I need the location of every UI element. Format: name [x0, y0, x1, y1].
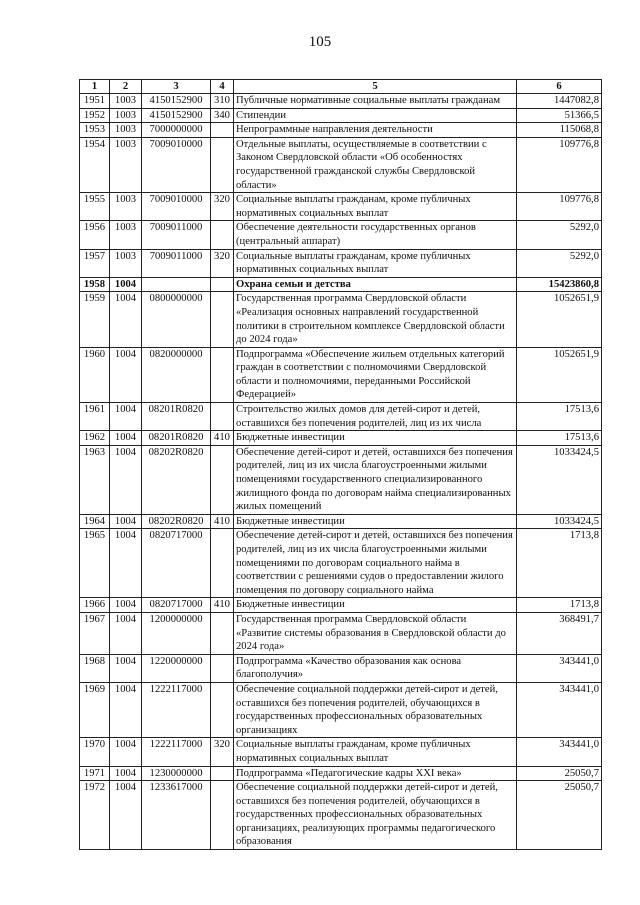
name-cell: Публичные нормативные социальные выплаты гражданам [234, 94, 517, 109]
row-number-cell: 1964 [80, 514, 110, 529]
name-cell: Отдельные выплаты, осуществляемые в соответствии с Законом Свердловской области «Об особенностях государственной гражданской службы Свердловской области» [234, 137, 517, 192]
expense-type-cell [211, 529, 234, 598]
name-cell: Социальные выплаты гражданам, кроме публичных нормативных социальных выплат [234, 738, 517, 766]
expense-type-cell: 320 [211, 738, 234, 766]
name-cell: Подпрограмма «Обеспечение жильем отдельных категорий граждан в соответствии с полномочиями Свердловской области и полномочиями, переданными Российской Федерацией» [234, 347, 517, 402]
name-cell: Подпрограмма «Педагогические кадры XXI века» [234, 766, 517, 781]
section-code-cell: 1003 [110, 123, 142, 138]
amount-cell: 17513,6 [517, 403, 602, 431]
row-number-cell: 1963 [80, 445, 110, 514]
row-number-cell: 1957 [80, 249, 110, 277]
amount-cell: 1052651,9 [517, 347, 602, 402]
row-number-cell: 1960 [80, 347, 110, 402]
target-article-cell: 1233617000 [142, 781, 211, 850]
row-number-cell: 1953 [80, 123, 110, 138]
table-row [80, 514, 602, 529]
target-article-cell: 08202R0820 [142, 445, 211, 514]
target-article-cell: 4150152900 [142, 108, 211, 123]
name-cell: Подпрограмма «Качество образования как основа благополучия» [234, 654, 517, 682]
section-code-cell: 1004 [110, 445, 142, 514]
expense-type-cell [211, 781, 234, 850]
target-article-cell: 0820717000 [142, 529, 211, 598]
row-number-cell: 1955 [80, 193, 110, 221]
expense-type-cell: 410 [211, 514, 234, 529]
target-article-cell [142, 277, 211, 292]
expense-type-cell [211, 654, 234, 682]
amount-cell: 1052651,9 [517, 292, 602, 347]
column-header: 6 [517, 80, 602, 94]
row-number-cell: 1969 [80, 682, 110, 737]
section-code-cell: 1004 [110, 292, 142, 347]
amount-cell: 51366,5 [517, 108, 602, 123]
section-code-cell: 1004 [110, 347, 142, 402]
target-article-cell: 08201R0820 [142, 431, 211, 446]
row-number-cell: 1958 [80, 277, 110, 292]
table-row [80, 431, 602, 446]
expense-type-cell [211, 123, 234, 138]
expense-type-cell [211, 347, 234, 402]
name-cell: Обеспечение детей-сирот и детей, оставшихся без попечения родителей, лиц из их числа благоустроенными жилыми помещениями по договорам социального найма в соответствии с решениями судов о предоставлении жилого помещения по договору социального найма [234, 529, 517, 598]
amount-cell: 343441,0 [517, 654, 602, 682]
section-code-cell: 1004 [110, 612, 142, 654]
table-row [80, 654, 602, 682]
table-row [80, 249, 602, 277]
section-code-cell: 1004 [110, 682, 142, 737]
row-number-cell: 1956 [80, 221, 110, 249]
expense-type-cell [211, 277, 234, 292]
name-cell: Обеспечение социальной поддержки детей-сирот и детей, оставшихся без попечения родителей, обучающихся в государственных профессиональных образовательных организациях, реализующих программы педагогического образования [234, 781, 517, 850]
name-cell: Социальные выплаты гражданам, кроме публичных нормативных социальных выплат [234, 249, 517, 277]
table-row [80, 781, 602, 850]
table-row [80, 766, 602, 781]
table-row [80, 445, 602, 514]
amount-cell: 1713,8 [517, 598, 602, 613]
amount-cell: 1033424,5 [517, 445, 602, 514]
table-row [80, 529, 602, 598]
budget-table [79, 79, 602, 850]
expense-type-cell: 320 [211, 193, 234, 221]
name-cell: Строительство жилых домов для детей-сирот и детей, оставшихся без попечения родителей, лиц из их числа [234, 403, 517, 431]
expense-type-cell [211, 766, 234, 781]
section-code-cell: 1003 [110, 221, 142, 249]
table-row [80, 221, 602, 249]
row-number-cell: 1952 [80, 108, 110, 123]
target-article-cell: 08201R0820 [142, 403, 211, 431]
section-code-cell: 1004 [110, 277, 142, 292]
name-cell: Бюджетные инвестиции [234, 514, 517, 529]
expense-type-cell [211, 221, 234, 249]
section-code-cell: 1004 [110, 781, 142, 850]
expense-type-cell [211, 137, 234, 192]
amount-cell: 1713,8 [517, 529, 602, 598]
column-header: 5 [234, 80, 517, 94]
row-number-cell: 1965 [80, 529, 110, 598]
expense-type-cell: 320 [211, 249, 234, 277]
amount-cell: 368491,7 [517, 612, 602, 654]
target-article-cell: 7009011000 [142, 249, 211, 277]
table-body [80, 94, 602, 850]
name-cell: Стипендии [234, 108, 517, 123]
name-cell: Государственная программа Свердловской области «Развитие системы образования в Свердловской области до 2024 года» [234, 612, 517, 654]
amount-cell: 109776,8 [517, 193, 602, 221]
row-number-cell: 1970 [80, 738, 110, 766]
target-article-cell: 0800000000 [142, 292, 211, 347]
row-number-cell: 1961 [80, 403, 110, 431]
table-row [80, 94, 602, 109]
amount-cell: 15423860,8 [517, 277, 602, 292]
row-number-cell: 1951 [80, 94, 110, 109]
amount-cell: 17513,6 [517, 431, 602, 446]
expense-type-cell: 340 [211, 108, 234, 123]
target-article-cell: 7000000000 [142, 123, 211, 138]
column-header: 1 [80, 80, 110, 94]
amount-cell: 1033424,5 [517, 514, 602, 529]
table-row [80, 738, 602, 766]
name-cell: Охрана семьи и детства [234, 277, 517, 292]
row-number-cell: 1966 [80, 598, 110, 613]
target-article-cell: 1230000000 [142, 766, 211, 781]
section-code-cell: 1003 [110, 94, 142, 109]
target-article-cell: 7009010000 [142, 193, 211, 221]
section-code-cell: 1004 [110, 738, 142, 766]
amount-cell: 115068,8 [517, 123, 602, 138]
target-article-cell: 4150152900 [142, 94, 211, 109]
row-number-cell: 1972 [80, 781, 110, 850]
section-code-cell: 1004 [110, 654, 142, 682]
target-article-cell: 1220000000 [142, 654, 211, 682]
name-cell: Социальные выплаты гражданам, кроме публичных нормативных социальных выплат [234, 193, 517, 221]
expense-type-cell [211, 682, 234, 737]
table-row [80, 277, 602, 292]
expense-type-cell [211, 292, 234, 347]
section-code-cell: 1004 [110, 766, 142, 781]
column-header: 4 [211, 80, 234, 94]
row-number-cell: 1962 [80, 431, 110, 446]
amount-cell: 5292,0 [517, 221, 602, 249]
target-article-cell: 1222117000 [142, 738, 211, 766]
table-row [80, 123, 602, 138]
expense-type-cell [211, 445, 234, 514]
name-cell: Государственная программа Свердловской области «Реализация основных направлений государственной политики в строительном комплексе Свердловской области до 2024 года» [234, 292, 517, 347]
target-article-cell: 0820000000 [142, 347, 211, 402]
row-number-cell: 1959 [80, 292, 110, 347]
expense-type-cell: 310 [211, 94, 234, 109]
section-code-cell: 1003 [110, 137, 142, 192]
amount-cell: 25050,7 [517, 781, 602, 850]
target-article-cell: 08202R0820 [142, 514, 211, 529]
section-code-cell: 1004 [110, 529, 142, 598]
name-cell: Бюджетные инвестиции [234, 598, 517, 613]
name-cell: Обеспечение деятельности государственных органов (центральный аппарат) [234, 221, 517, 249]
target-article-cell: 0820717000 [142, 598, 211, 613]
name-cell: Обеспечение социальной поддержки детей-сирот и детей, оставшихся без попечения родителей, обучающихся в государственных профессиональных образовательных организациях [234, 682, 517, 737]
table-row [80, 598, 602, 613]
table-row [80, 137, 602, 192]
section-code-cell: 1004 [110, 514, 142, 529]
table-row [80, 347, 602, 402]
target-article-cell: 7009010000 [142, 137, 211, 192]
row-number-cell: 1968 [80, 654, 110, 682]
row-number-cell: 1971 [80, 766, 110, 781]
name-cell: Обеспечение детей-сирот и детей, оставшихся без попечения родителей, лиц из их числа благоустроенными жилыми помещениями государственного специализированного жилищного фонда по договорам найма специализированных жилых помещений [234, 445, 517, 514]
section-code-cell: 1003 [110, 249, 142, 277]
section-code-cell: 1004 [110, 431, 142, 446]
name-cell: Непрограммные направления деятельности [234, 123, 517, 138]
section-code-cell: 1004 [110, 598, 142, 613]
table-header-row [80, 80, 602, 94]
table-row [80, 612, 602, 654]
table-row [80, 682, 602, 737]
table-row [80, 193, 602, 221]
column-header: 2 [110, 80, 142, 94]
row-number-cell: 1954 [80, 137, 110, 192]
section-code-cell: 1003 [110, 108, 142, 123]
amount-cell: 1447082,8 [517, 94, 602, 109]
amount-cell: 343441,0 [517, 682, 602, 737]
section-code-cell: 1003 [110, 193, 142, 221]
target-article-cell: 7009011000 [142, 221, 211, 249]
amount-cell: 5292,0 [517, 249, 602, 277]
amount-cell: 109776,8 [517, 137, 602, 192]
name-cell: Бюджетные инвестиции [234, 431, 517, 446]
section-code-cell: 1004 [110, 403, 142, 431]
table-row [80, 292, 602, 347]
expense-type-cell: 410 [211, 431, 234, 446]
page-number: 105 [308, 34, 332, 50]
row-number-cell: 1967 [80, 612, 110, 654]
column-header: 3 [142, 80, 211, 94]
target-article-cell: 1222117000 [142, 682, 211, 737]
amount-cell: 25050,7 [517, 766, 602, 781]
amount-cell: 343441,0 [517, 738, 602, 766]
target-article-cell: 1200000000 [142, 612, 211, 654]
table-row [80, 108, 602, 123]
expense-type-cell [211, 403, 234, 431]
table-row [80, 403, 602, 431]
expense-type-cell: 410 [211, 598, 234, 613]
expense-type-cell [211, 612, 234, 654]
